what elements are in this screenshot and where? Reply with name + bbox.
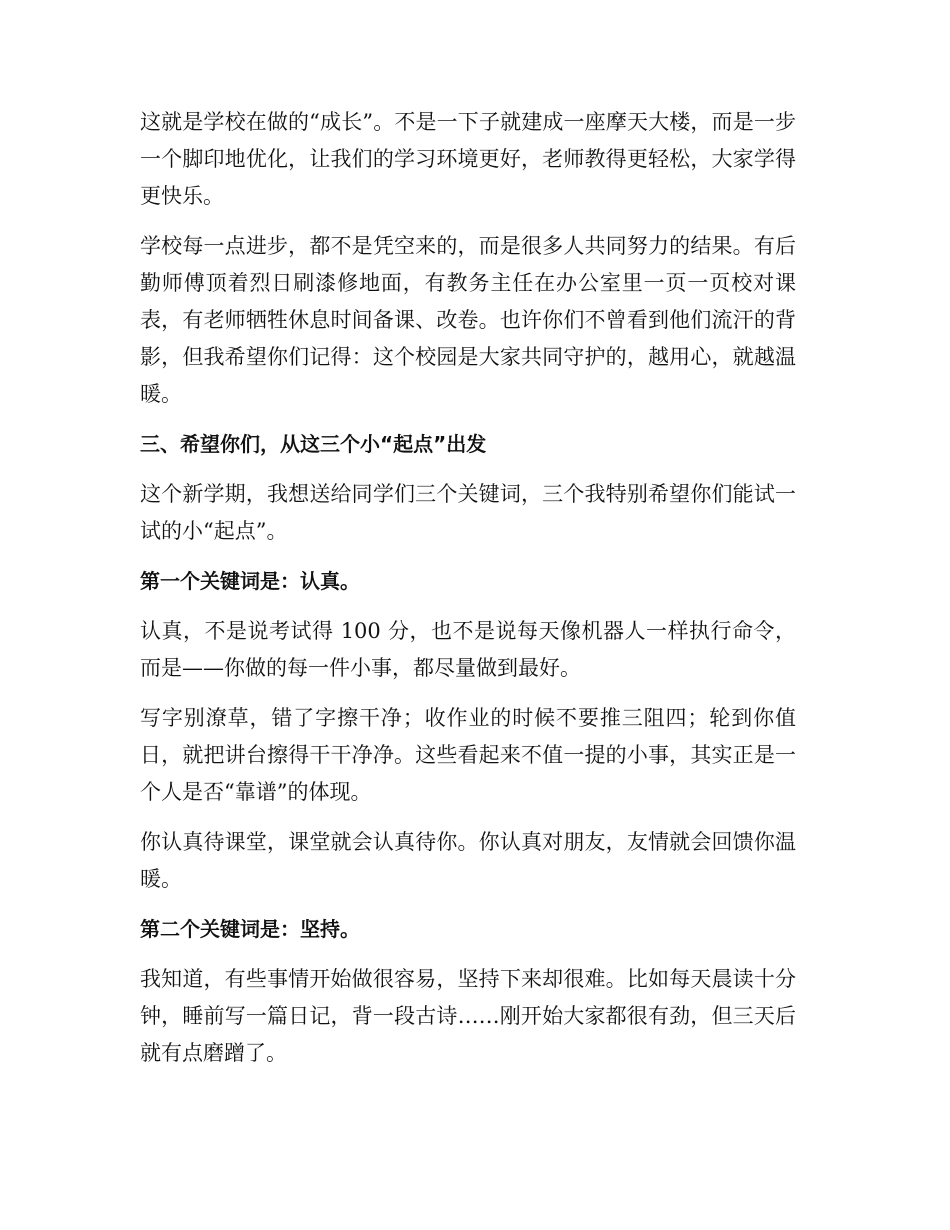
section-heading-three-starting-points: 三、希望你们，从这三个小“起点”出发 (140, 432, 487, 456)
paragraph-three-keywords-intro: 这个新学期，我想送给同学们三个关键词，三个我特别希望你们能试一试的小“起点”。 (140, 482, 796, 543)
paragraph-diligence-definition: 认真，不是说考试得 100 分，也不是说每天像机器人一样执行命令，而是——你做的每一件小事，都尽量做到最好。 (140, 619, 796, 680)
paragraph-joint-effort: 学校每一点进步，都不是凭空来的，而是很多人共同努力的结果。有后勤师傅顶着烈日刷漆修地面，有教务主任在办公室里一页一页校对课表，有老师牺牲休息时间备课、改卷。也许你们不曾看到他们流汗的背影，但我希望你们记得：这个校园是大家共同守护的，越用心，就越温暖。 (140, 234, 796, 406)
keyword-heading-diligence: 第一个关键词是：认真。 (140, 569, 360, 593)
paragraph-diligence-examples: 写字别潦草，错了字擦干净；收作业的时候不要推三阻四；轮到你值日，就把讲台擦得干干净净。这些看起来不值一提的小事，其实正是一个人是否“靠谱”的体现。 (140, 706, 796, 804)
keyword-heading-persistence: 第二个关键词是：坚持。 (140, 917, 360, 941)
paragraph-persistence: 我知道，有些事情开始做很容易，坚持下来却很难。比如每天晨读十分钟，睡前写一篇日记，背一段古诗……刚开始大家都很有劲，但三天后就有点磨蹭了。 (140, 967, 796, 1065)
paragraph-school-growth: 这就是学校在做的“成长”。不是一下子就建成一座摩天大楼，而是一步一个脚印地优化，让我们的学习环境更好，老师教得更轻松，大家学得更快乐。 (140, 110, 796, 208)
paragraph-diligence-reward: 你认真待课堂，课堂就会认真待你。你认真对朋友，友情就会回馈你温暖。 (140, 830, 796, 891)
document-body (140, 104, 796, 1085)
